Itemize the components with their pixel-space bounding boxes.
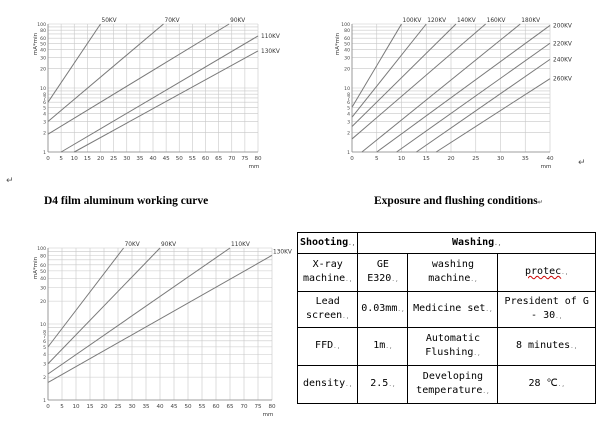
y-axis-label: mA*min — [33, 256, 39, 280]
y-tick-label: 8 — [43, 330, 46, 336]
y-tick-label: 60 — [344, 37, 350, 43]
x-tick-label: 70 — [228, 156, 236, 162]
y-tick-label: 1 — [43, 399, 46, 404]
x-axis-label: mm — [248, 164, 260, 170]
x-tick-label: 20 — [100, 404, 108, 410]
y-tick-label: 6 — [43, 339, 46, 345]
series-label: 110KV — [231, 242, 250, 248]
x-tick-label: 35 — [521, 156, 529, 162]
x-tick-label: 15 — [83, 156, 91, 162]
y-tick-label: 4 — [347, 112, 350, 118]
x-tick-label: 75 — [254, 404, 262, 410]
series-label: 130KV — [261, 48, 280, 55]
y-tick-label: 2 — [347, 131, 350, 137]
y-tick-label: 50 — [40, 42, 46, 48]
x-tick-label: 60 — [201, 156, 210, 162]
series-label: 140KV — [456, 18, 476, 24]
y-tick-label: 3 — [347, 120, 350, 126]
caption-right-text: Exposure and flushing conditions — [374, 195, 538, 207]
y-tick-label: 20 — [40, 67, 46, 73]
y-tick-label: 50 — [344, 42, 350, 48]
cell-value2: 8 minutes., — [498, 328, 596, 366]
series-label: 50KV — [101, 18, 117, 24]
x-tick-label: 80 — [268, 404, 276, 410]
x-tick-label: 50 — [184, 404, 192, 410]
y-tick-label: 1 — [43, 151, 46, 156]
y-tick-label: 10 — [344, 87, 350, 92]
x-tick-label: 50 — [175, 156, 183, 162]
series-label: 70KV — [124, 242, 140, 248]
y-tick-label: 80 — [344, 29, 350, 35]
cell-label: X-ray machine., — [298, 254, 358, 292]
y-tick-label: 6 — [347, 101, 350, 107]
series-label: 240KV — [553, 57, 572, 64]
series-line — [436, 79, 550, 152]
y-tick-label: 100 — [37, 23, 46, 28]
series-label: 90KV — [230, 18, 246, 24]
x-tick-label: 55 — [188, 156, 196, 162]
x-tick-label: 10 — [72, 404, 80, 410]
cell-value: GE E320., — [358, 254, 408, 292]
series-label: 90KV — [161, 242, 177, 248]
x-tick-label: 80 — [254, 156, 262, 162]
y-tick-label: 20 — [40, 300, 46, 306]
x-tick-label: 25 — [472, 156, 480, 162]
y-tick-label: 5 — [43, 345, 46, 351]
chart-svg — [332, 12, 577, 170]
chart-svg — [30, 12, 280, 172]
x-axis-label: mm — [540, 164, 552, 170]
header-washing: Washing., — [358, 233, 596, 254]
x-tick-label: 45 — [170, 404, 178, 410]
series-label: 100KV — [402, 18, 422, 24]
y-tick-label: 40 — [344, 48, 350, 54]
y-tick-label: 10 — [40, 323, 46, 328]
series-label: 260KV — [553, 76, 572, 83]
y-tick-label: 100 — [341, 23, 350, 28]
header-shooting: Shooting., — [298, 233, 358, 254]
conditions-table — [297, 232, 596, 404]
x-tick-label: 0 — [46, 156, 50, 162]
series-label: 70KV — [164, 18, 180, 24]
caption-left: D4 film aluminum working curve — [44, 195, 209, 207]
cell-label: density., — [298, 366, 358, 404]
chart-aluminum-top-left — [30, 12, 280, 172]
series-label: 160KV — [486, 18, 506, 24]
chart-svg — [30, 236, 292, 426]
y-tick-label: 30 — [40, 56, 46, 62]
series-label: 110KV — [261, 33, 280, 40]
y-tick-label: 40 — [40, 48, 46, 54]
y-tick-label: 60 — [40, 263, 46, 269]
x-tick-label: 30 — [496, 156, 505, 162]
y-tick-label: 30 — [40, 286, 46, 292]
y-tick-label: 4 — [43, 353, 46, 359]
return-mark: ↵ — [537, 200, 543, 206]
x-tick-label: 75 — [241, 156, 249, 162]
y-tick-label: 60 — [40, 37, 46, 43]
x-tick-label: 25 — [114, 404, 122, 410]
y-tick-label: 100 — [37, 247, 46, 252]
y-tick-label: 5 — [43, 106, 46, 112]
x-tick-label: 65 — [226, 404, 234, 410]
x-tick-label: 40 — [149, 156, 157, 162]
x-tick-label: 60 — [212, 404, 220, 410]
y-tick-label: 2 — [43, 131, 46, 137]
x-tick-label: 0 — [350, 156, 354, 162]
x-tick-label: 45 — [162, 156, 170, 162]
table-row — [298, 254, 596, 292]
y-tick-label: 30 — [344, 56, 350, 62]
chart-aluminum-bottom-left — [30, 236, 292, 426]
x-tick-label: 15 — [422, 156, 430, 162]
series-label: 220KV — [553, 41, 572, 48]
series-line — [416, 59, 550, 152]
y-tick-label: 40 — [40, 277, 46, 283]
y-tick-label: 7 — [43, 96, 46, 102]
y-tick-label: 6 — [43, 101, 46, 107]
cell-label2: Automatic Flushing., — [408, 328, 498, 366]
x-tick-label: 20 — [447, 156, 455, 162]
series-label: 180KV — [521, 18, 541, 24]
y-axis-label: mA*min — [335, 32, 341, 56]
y-tick-label: 4 — [43, 112, 46, 118]
return-mark: ↵ — [6, 176, 14, 186]
table-row — [298, 366, 596, 404]
y-tick-label: 7 — [347, 96, 350, 102]
y-tick-label: 3 — [43, 120, 46, 126]
series-label: 200KV — [553, 23, 572, 30]
caption-right — [374, 195, 543, 207]
cell-value: 1m., — [358, 328, 408, 366]
table-row — [298, 328, 596, 366]
x-tick-label: 15 — [86, 404, 94, 410]
cell-value2: 28 ℃., — [498, 366, 596, 404]
x-tick-label: 5 — [59, 156, 63, 162]
series-label: 130KV — [273, 249, 292, 256]
x-tick-label: 5 — [374, 156, 379, 162]
x-tick-label: 30 — [123, 156, 131, 162]
cell-label: FFD., — [298, 328, 358, 366]
cell-label: Lead screen., — [298, 292, 358, 328]
x-tick-label: 55 — [198, 404, 206, 410]
y-tick-label: 20 — [344, 67, 350, 73]
x-tick-label: 10 — [397, 156, 406, 162]
y-tick-label: 10 — [40, 87, 46, 92]
x-tick-label: 5 — [60, 404, 64, 410]
series-line — [48, 24, 164, 121]
x-tick-label: 70 — [240, 404, 248, 410]
cell-label2: Medicine set., — [408, 292, 498, 328]
x-tick-label: 10 — [70, 156, 78, 162]
table-header-row — [298, 233, 596, 254]
cell-label2: washing machine., — [408, 254, 498, 292]
x-tick-label: 35 — [136, 156, 144, 162]
y-tick-label: 1 — [347, 151, 350, 156]
x-tick-label: 40 — [156, 404, 164, 410]
x-axis-label: mm — [262, 412, 274, 418]
x-tick-label: 40 — [546, 156, 554, 162]
x-tick-label: 20 — [96, 156, 105, 162]
series-line — [352, 24, 456, 127]
y-tick-label: 80 — [40, 254, 46, 260]
y-tick-label: 8 — [43, 93, 46, 99]
cell-value: 0.03mm., — [358, 292, 408, 328]
y-tick-label: 7 — [43, 334, 46, 340]
table-row — [298, 292, 596, 328]
y-tick-label: 2 — [43, 376, 46, 382]
chart-exposure-top-right — [332, 12, 577, 170]
series-label: 120KV — [427, 18, 447, 24]
cell-value2: President of G - 30., — [498, 292, 596, 328]
y-tick-label: 8 — [347, 93, 350, 99]
x-tick-label: 35 — [142, 404, 150, 410]
cell-label2: Developing temperature., — [408, 366, 498, 404]
series-line — [48, 24, 229, 134]
x-tick-label: 25 — [110, 156, 118, 162]
y-tick-label: 50 — [40, 269, 46, 275]
y-axis-label: mA*min — [33, 32, 39, 56]
y-tick-label: 3 — [43, 362, 46, 368]
cell-value: 2.5., — [358, 366, 408, 404]
x-tick-label: 65 — [215, 156, 223, 162]
y-tick-label: 80 — [40, 29, 46, 35]
x-tick-label: 0 — [46, 404, 50, 410]
return-mark: ↵ — [578, 158, 586, 168]
x-tick-label: 30 — [128, 404, 136, 410]
y-tick-label: 5 — [347, 106, 350, 112]
cell-value2: protec., — [498, 254, 596, 292]
